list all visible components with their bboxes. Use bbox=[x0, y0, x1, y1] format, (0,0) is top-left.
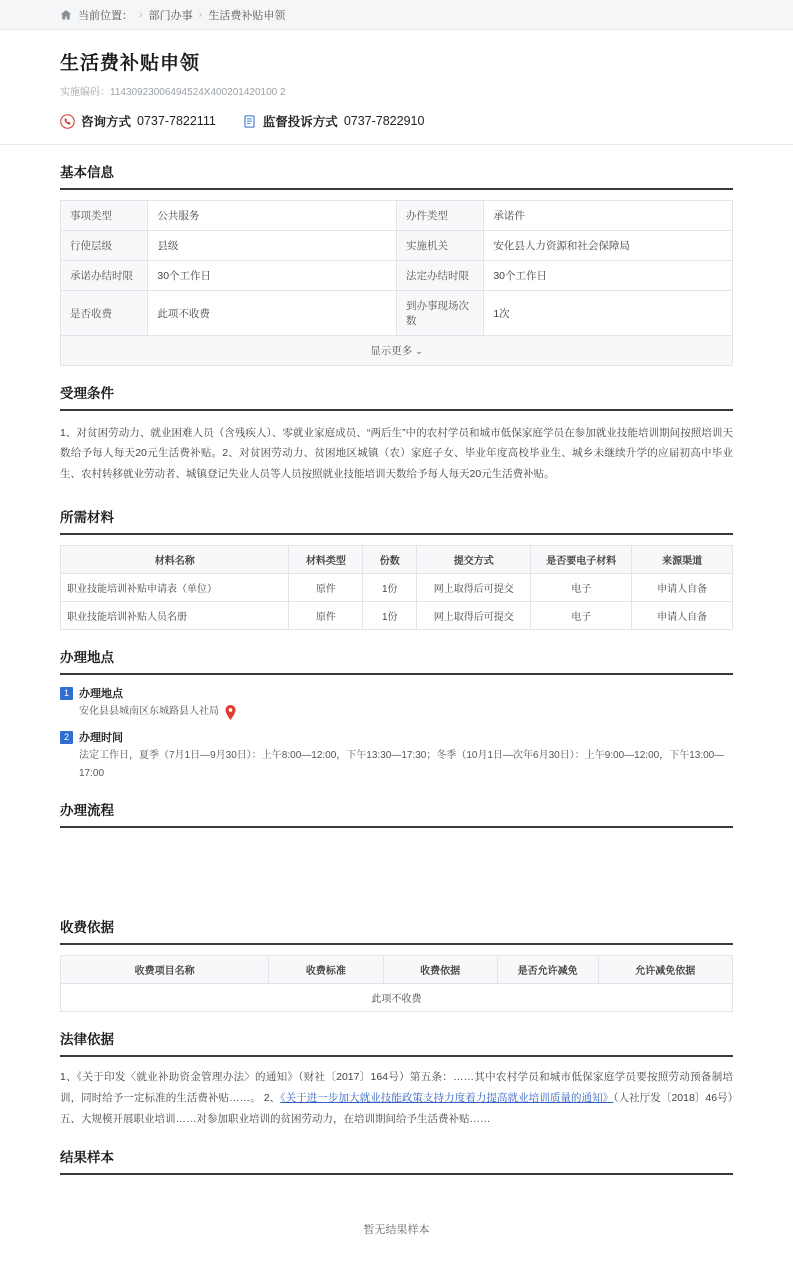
implementation-code-value: 11430923006494524X400201420100 2 bbox=[110, 87, 286, 98]
breadcrumb-separator-1: › bbox=[139, 8, 143, 21]
cell-material-electronic: 电子 bbox=[531, 574, 632, 602]
column-header-fee-standard: 收费标准 bbox=[269, 956, 383, 984]
column-header-electronic: 是否要电子材料 bbox=[531, 546, 632, 574]
fees-table bbox=[60, 955, 733, 1012]
table-row bbox=[61, 201, 733, 231]
location-item-1-title: 办理地点 bbox=[79, 688, 123, 701]
cell-material-electronic: 电子 bbox=[531, 602, 632, 630]
cell-material-submit: 网上取得后可提交 bbox=[417, 602, 531, 630]
cell-value: 此项不收费 bbox=[148, 291, 397, 336]
table-row bbox=[61, 261, 733, 291]
table-row bbox=[61, 231, 733, 261]
section-title-conditions: 受理条件 bbox=[60, 382, 733, 411]
process-flow-area bbox=[60, 838, 733, 900]
breadcrumb-label: 当前位置： bbox=[78, 9, 133, 22]
phone-icon bbox=[60, 114, 75, 129]
breadcrumb-item-department[interactable]: 部门办事 bbox=[148, 9, 193, 22]
breadcrumb bbox=[0, 0, 793, 30]
header-block bbox=[0, 30, 793, 145]
location-item-1-body-row bbox=[60, 703, 733, 721]
column-header-count: 份数 bbox=[363, 546, 417, 574]
cell-value: 公共服务 bbox=[148, 201, 397, 231]
cell-key: 事项类型 bbox=[61, 201, 148, 231]
content-area bbox=[0, 145, 793, 1261]
legal-document-link[interactable]: 《关于进一步加大就业技能政策支持力度着力提高就业培训质量的通知》 bbox=[280, 1092, 614, 1105]
cell-key: 法定办结时限 bbox=[396, 261, 483, 291]
location-item-2-body-row bbox=[60, 747, 733, 783]
show-more-label: 显示更多 bbox=[370, 345, 413, 357]
document-icon bbox=[242, 114, 257, 129]
column-header-fee-name: 收费项目名称 bbox=[61, 956, 269, 984]
map-pin-icon[interactable] bbox=[224, 705, 237, 720]
implementation-code-label: 实施编码： bbox=[60, 87, 110, 98]
section-title-process: 办理流程 bbox=[60, 799, 733, 828]
basic-info-table bbox=[60, 200, 733, 336]
contact-consult-value: 0737-7822111 bbox=[137, 114, 216, 128]
cell-material-type: 原件 bbox=[289, 602, 363, 630]
page-title: 生活费补贴申领 bbox=[60, 53, 201, 74]
cell-value: 30个工作日 bbox=[148, 261, 397, 291]
section-process bbox=[60, 783, 733, 900]
table-row bbox=[61, 984, 733, 1012]
section-fees bbox=[60, 900, 733, 1012]
column-header-submit: 提交方式 bbox=[417, 546, 531, 574]
contact-complaint bbox=[242, 112, 425, 130]
cell-material-count: 1份 bbox=[363, 574, 417, 602]
cell-value: 承诺件 bbox=[484, 201, 733, 231]
section-title-fees: 收费依据 bbox=[60, 916, 733, 945]
implementation-code bbox=[60, 83, 733, 98]
section-basic-info bbox=[60, 145, 733, 366]
fees-empty-cell: 此项不收费 bbox=[61, 984, 733, 1012]
location-item-2 bbox=[60, 729, 733, 745]
section-title-basic-info: 基本信息 bbox=[60, 161, 733, 190]
column-header-fee-reduction: 是否允许减免 bbox=[497, 956, 598, 984]
column-header-type: 材料类型 bbox=[289, 546, 363, 574]
section-title-legal: 法律依据 bbox=[60, 1028, 733, 1057]
section-title-result-sample: 结果样本 bbox=[60, 1146, 733, 1175]
contact-complaint-value: 0737-7822910 bbox=[343, 114, 425, 128]
cell-key: 是否收费 bbox=[61, 291, 148, 336]
section-title-materials: 所需材料 bbox=[60, 506, 733, 535]
conditions-text: 1、对贫困劳动力、就业困难人员（含残疾人）、零就业家庭成员、“两后生”中的农村学员和城市低保家庭学员在参加就业技能培训期间按照培训天数给予每人每天20元生活费补贴。2、对贫困劳动力、贫困地区城镇（农）家庭子女、毕业年度高校毕业生、城乡未继续升学的应届初高中毕业生、农村转移就业劳动者、城镇登记失业人员等人员按照就业技能培训天数给予每人每天20元生活费补贴。 bbox=[60, 427, 733, 480]
cell-material-name: 职业技能培训补贴人员名册 bbox=[61, 602, 289, 630]
column-header-source: 来源渠道 bbox=[632, 546, 733, 574]
cell-value: 安化县人力资源和社会保障局 bbox=[484, 231, 733, 261]
section-conditions bbox=[60, 366, 733, 490]
cell-value: 1次 bbox=[484, 291, 733, 336]
table-row bbox=[61, 602, 733, 630]
table-row bbox=[61, 574, 733, 602]
contact-row bbox=[60, 112, 733, 130]
contact-complaint-label: 监督投诉方式 bbox=[262, 115, 338, 129]
table-row bbox=[61, 291, 733, 336]
cell-value: 30个工作日 bbox=[484, 261, 733, 291]
legal-text bbox=[60, 1067, 733, 1130]
cell-material-source: 申请人自备 bbox=[632, 574, 733, 602]
result-empty-text: 暂无结果样本 bbox=[363, 1224, 430, 1237]
section-location bbox=[60, 630, 733, 783]
cell-key: 承诺办结时限 bbox=[61, 261, 148, 291]
breadcrumb-item-current: 生活费补贴申领 bbox=[208, 9, 286, 22]
location-item-2-title: 办理时间 bbox=[79, 732, 123, 745]
table-header-row bbox=[61, 546, 733, 574]
column-header-name: 材料名称 bbox=[61, 546, 289, 574]
cell-key: 实施机关 bbox=[396, 231, 483, 261]
cell-material-type: 原件 bbox=[289, 574, 363, 602]
section-title-location: 办理地点 bbox=[60, 646, 733, 675]
office-hours: 法定工作日，夏季（7月1日—9月30日）：上午8:00—12:00，下午13:30—17:30；冬季（10月1日—次年6月30日）：上午9:00—12:00，下午13:00—17:00 bbox=[79, 750, 725, 780]
cell-material-submit: 网上取得后可提交 bbox=[417, 574, 531, 602]
home-icon bbox=[60, 9, 72, 21]
number-badge: 1 bbox=[60, 687, 73, 700]
cell-material-count: 1份 bbox=[363, 602, 417, 630]
cell-value: 县级 bbox=[148, 231, 397, 261]
legal-part-1: 1、《关于印发〈就业补助资金管理办法〉的通知》（财社〔2017〕164号）第五条：……其中农村学员和城市低保家庭学员要按照劳动预备制培训，同时给予一定标准的生活费补贴……。 2、 bbox=[60, 1071, 733, 1105]
location-item-1 bbox=[60, 685, 733, 701]
cell-key: 办件类型 bbox=[396, 201, 483, 231]
cell-material-source: 申请人自备 bbox=[632, 602, 733, 630]
materials-table bbox=[60, 545, 733, 630]
show-more-button[interactable] bbox=[60, 336, 733, 366]
chevron-down-icon: ⌄ bbox=[415, 346, 423, 356]
section-materials bbox=[60, 490, 733, 630]
section-legal bbox=[60, 1012, 733, 1130]
cell-key: 行使层级 bbox=[61, 231, 148, 261]
table-header-row bbox=[61, 956, 733, 984]
section-result-sample bbox=[60, 1130, 733, 1261]
number-badge: 2 bbox=[60, 731, 73, 744]
column-header-fee-reduction-basis: 允许减免依据 bbox=[598, 956, 732, 984]
contact-consult bbox=[60, 112, 216, 130]
cell-material-name: 职业技能培训补贴申请表（单位） bbox=[61, 574, 289, 602]
breadcrumb-separator-2: › bbox=[198, 8, 203, 21]
column-header-fee-basis: 收费依据 bbox=[383, 956, 497, 984]
contact-consult-label: 咨询方式 bbox=[81, 115, 132, 129]
legal-part-3: （人社厅发〔2018〕46号）五、大规模开展职业培训……对参加职业培训的贫困劳动力，在培训期间给予生活费补贴…… bbox=[60, 1092, 734, 1126]
location-address: 安化县县城南区东城路县人社局 bbox=[79, 706, 219, 718]
cell-key: 到办事现场次数 bbox=[396, 291, 483, 336]
